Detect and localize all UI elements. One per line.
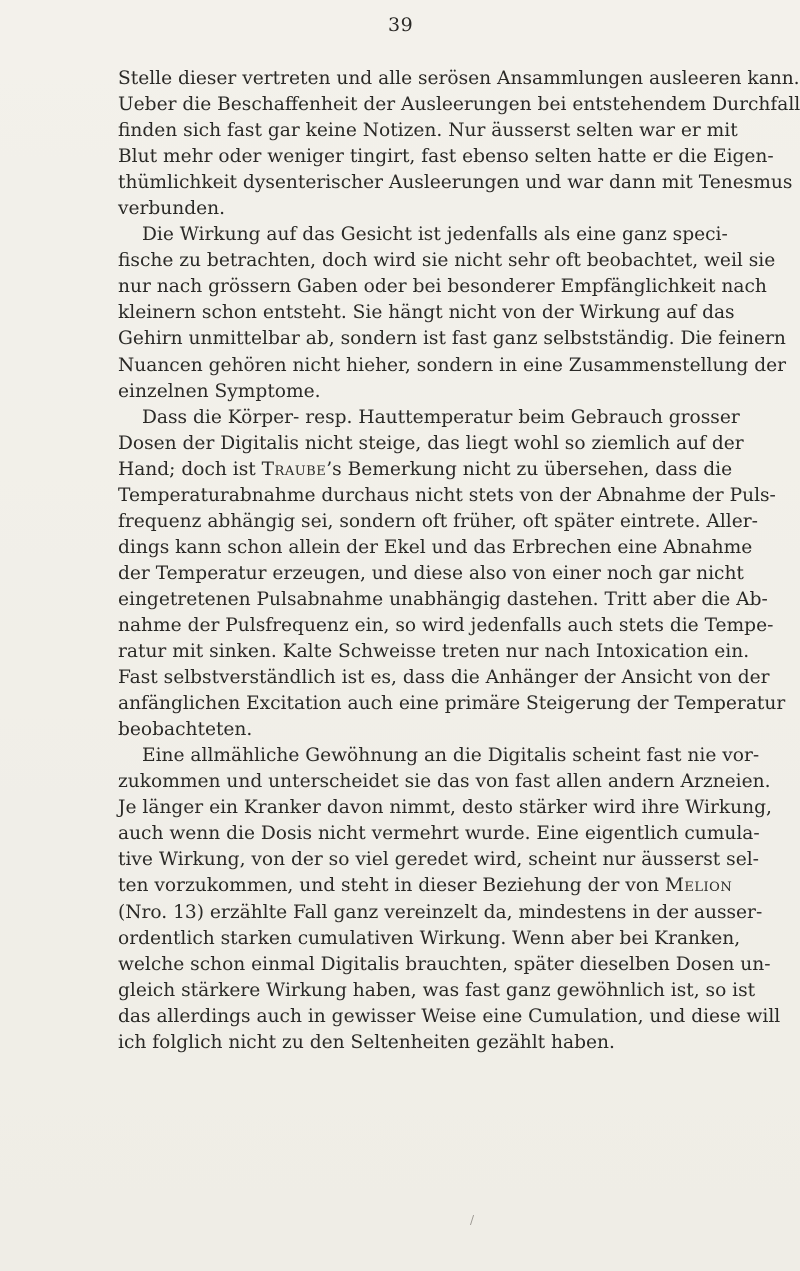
text-line: Gehirn unmittelbar ab, sondern ist fast ganz selbstständig. Die feinern — [118, 328, 786, 350]
text-line: fische zu betrachten, doch wird sie nicht sehr oft beobachtet, weil sie — [118, 250, 776, 272]
text-line: auch wenn die Dosis nicht vermehrt wurde. Eine eigentlich cumula- — [118, 823, 760, 845]
text-segment: ten vorzukommen, und steht in dieser Beziehung der von — [118, 875, 665, 897]
text-line: Ueber die Beschaffenheit der Ausleerungen bei entstehendem Durchfall — [118, 94, 800, 116]
text-line: anfänglichen Excitation auch eine primäre Steigerung der Temperatur — [118, 693, 786, 715]
text-line: gleich stärkere Wirkung haben, was fast ganz gewöhnlich ist, so ist — [118, 979, 756, 1001]
text-line: ratur mit sinken. Kalte Schweisse treten nur nach Intoxication ein. — [118, 641, 750, 663]
author-name: Traube — [261, 458, 327, 480]
text-line: das allerdings auch in gewisser Weise eine Cumulation, und diese will — [118, 1005, 781, 1027]
author-name: Melion — [664, 875, 733, 897]
text-line: verbunden. — [118, 198, 226, 220]
text-line: nahme der Pulsfrequenz ein, so wird jedenfalls auch stets die Tempe- — [118, 614, 774, 636]
text-line: ich folglich nicht zu den Seltenheiten gezählt haben. — [118, 1031, 615, 1053]
text-line: einzelnen Symptome. — [118, 380, 321, 402]
text-line: welche schon einmal Digitalis brauchten, später dieselben Dosen un- — [118, 953, 771, 975]
text-line: Die Wirkung auf das Gesicht ist jedenfalls als eine ganz speci- — [142, 224, 728, 246]
text-segment: Hand; doch ist — [118, 458, 262, 480]
text-line: Temperaturabnahme durchaus nicht stets von der Abnahme der Puls- — [118, 484, 776, 506]
text-line: Fast selbstverständlich ist es, dass die Anhänger der Ansicht von der — [118, 667, 770, 689]
text-line: thümlichkeit dysenterischer Ausleerungen und war dann mit Tenesmus — [118, 172, 793, 194]
text-line: Eine allmähliche Gewöhnung an die Digitalis scheint fast nie vor- — [142, 745, 760, 767]
text-line: Je länger ein Kranker davon nimmt, desto stärker wird ihre Wirkung, — [118, 797, 772, 819]
text-line: tive Wirkung, von der so viel geredet wird, scheint nur äusserst sel- — [118, 849, 759, 871]
text-line: ordentlich starken cumulativen Wirkung. Wenn aber bei Kranken, — [118, 927, 741, 949]
text-line: nur nach grössern Gaben oder bei besonderer Empfänglichkeit nach — [118, 276, 767, 298]
text-line: finden sich fast gar keine Notizen. Nur äusserst selten war er mit — [118, 120, 738, 142]
text-line: (Nro. 13) erzählte Fall ganz vereinzelt da, mindestens in der ausser- — [118, 901, 763, 923]
text-line: kleinern schon entsteht. Sie hängt nicht von der Wirkung auf das — [118, 302, 735, 324]
body-text — [118, 66, 800, 1056]
text-line: Dosen der Digitalis nicht steige, das liegt wohl so ziemlich auf der — [118, 432, 744, 454]
page-number: 39 — [388, 14, 414, 36]
text-line: frequenz abhängig sei, sondern oft früher, oft später eintrete. Aller- — [118, 510, 758, 532]
text-segment: ’s Bemerkung nicht zu übersehen, dass die — [326, 458, 733, 480]
text-line: eingetretenen Pulsabnahme unabhängig dastehen. Tritt aber die Ab- — [118, 588, 768, 610]
text-line — [118, 873, 733, 899]
text-line: Blut mehr oder weniger tingirt, fast ebenso selten hatte er die Eigen- — [118, 146, 774, 168]
page-smudge: / — [470, 1213, 475, 1227]
text-line: zukommen und unterscheidet sie das von fast allen andern Arzneien. — [118, 771, 771, 793]
text-line: Nuancen gehören nicht hieher, sondern in eine Zusammenstellung der — [118, 354, 787, 376]
text-line — [118, 457, 733, 483]
text-line: Stelle dieser vertreten und alle serösen Ansammlungen ausleeren kann. — [118, 68, 800, 89]
text-line: dings kann schon allein der Ekel und das Erbrechen eine Abnahme — [118, 536, 753, 558]
text-line: beobachteten. — [118, 719, 253, 741]
text-line: Dass die Körper- resp. Hauttemperatur beim Gebrauch grosser — [142, 406, 740, 428]
text-line: der Temperatur erzeugen, und diese also von einer noch gar nicht — [118, 562, 744, 584]
